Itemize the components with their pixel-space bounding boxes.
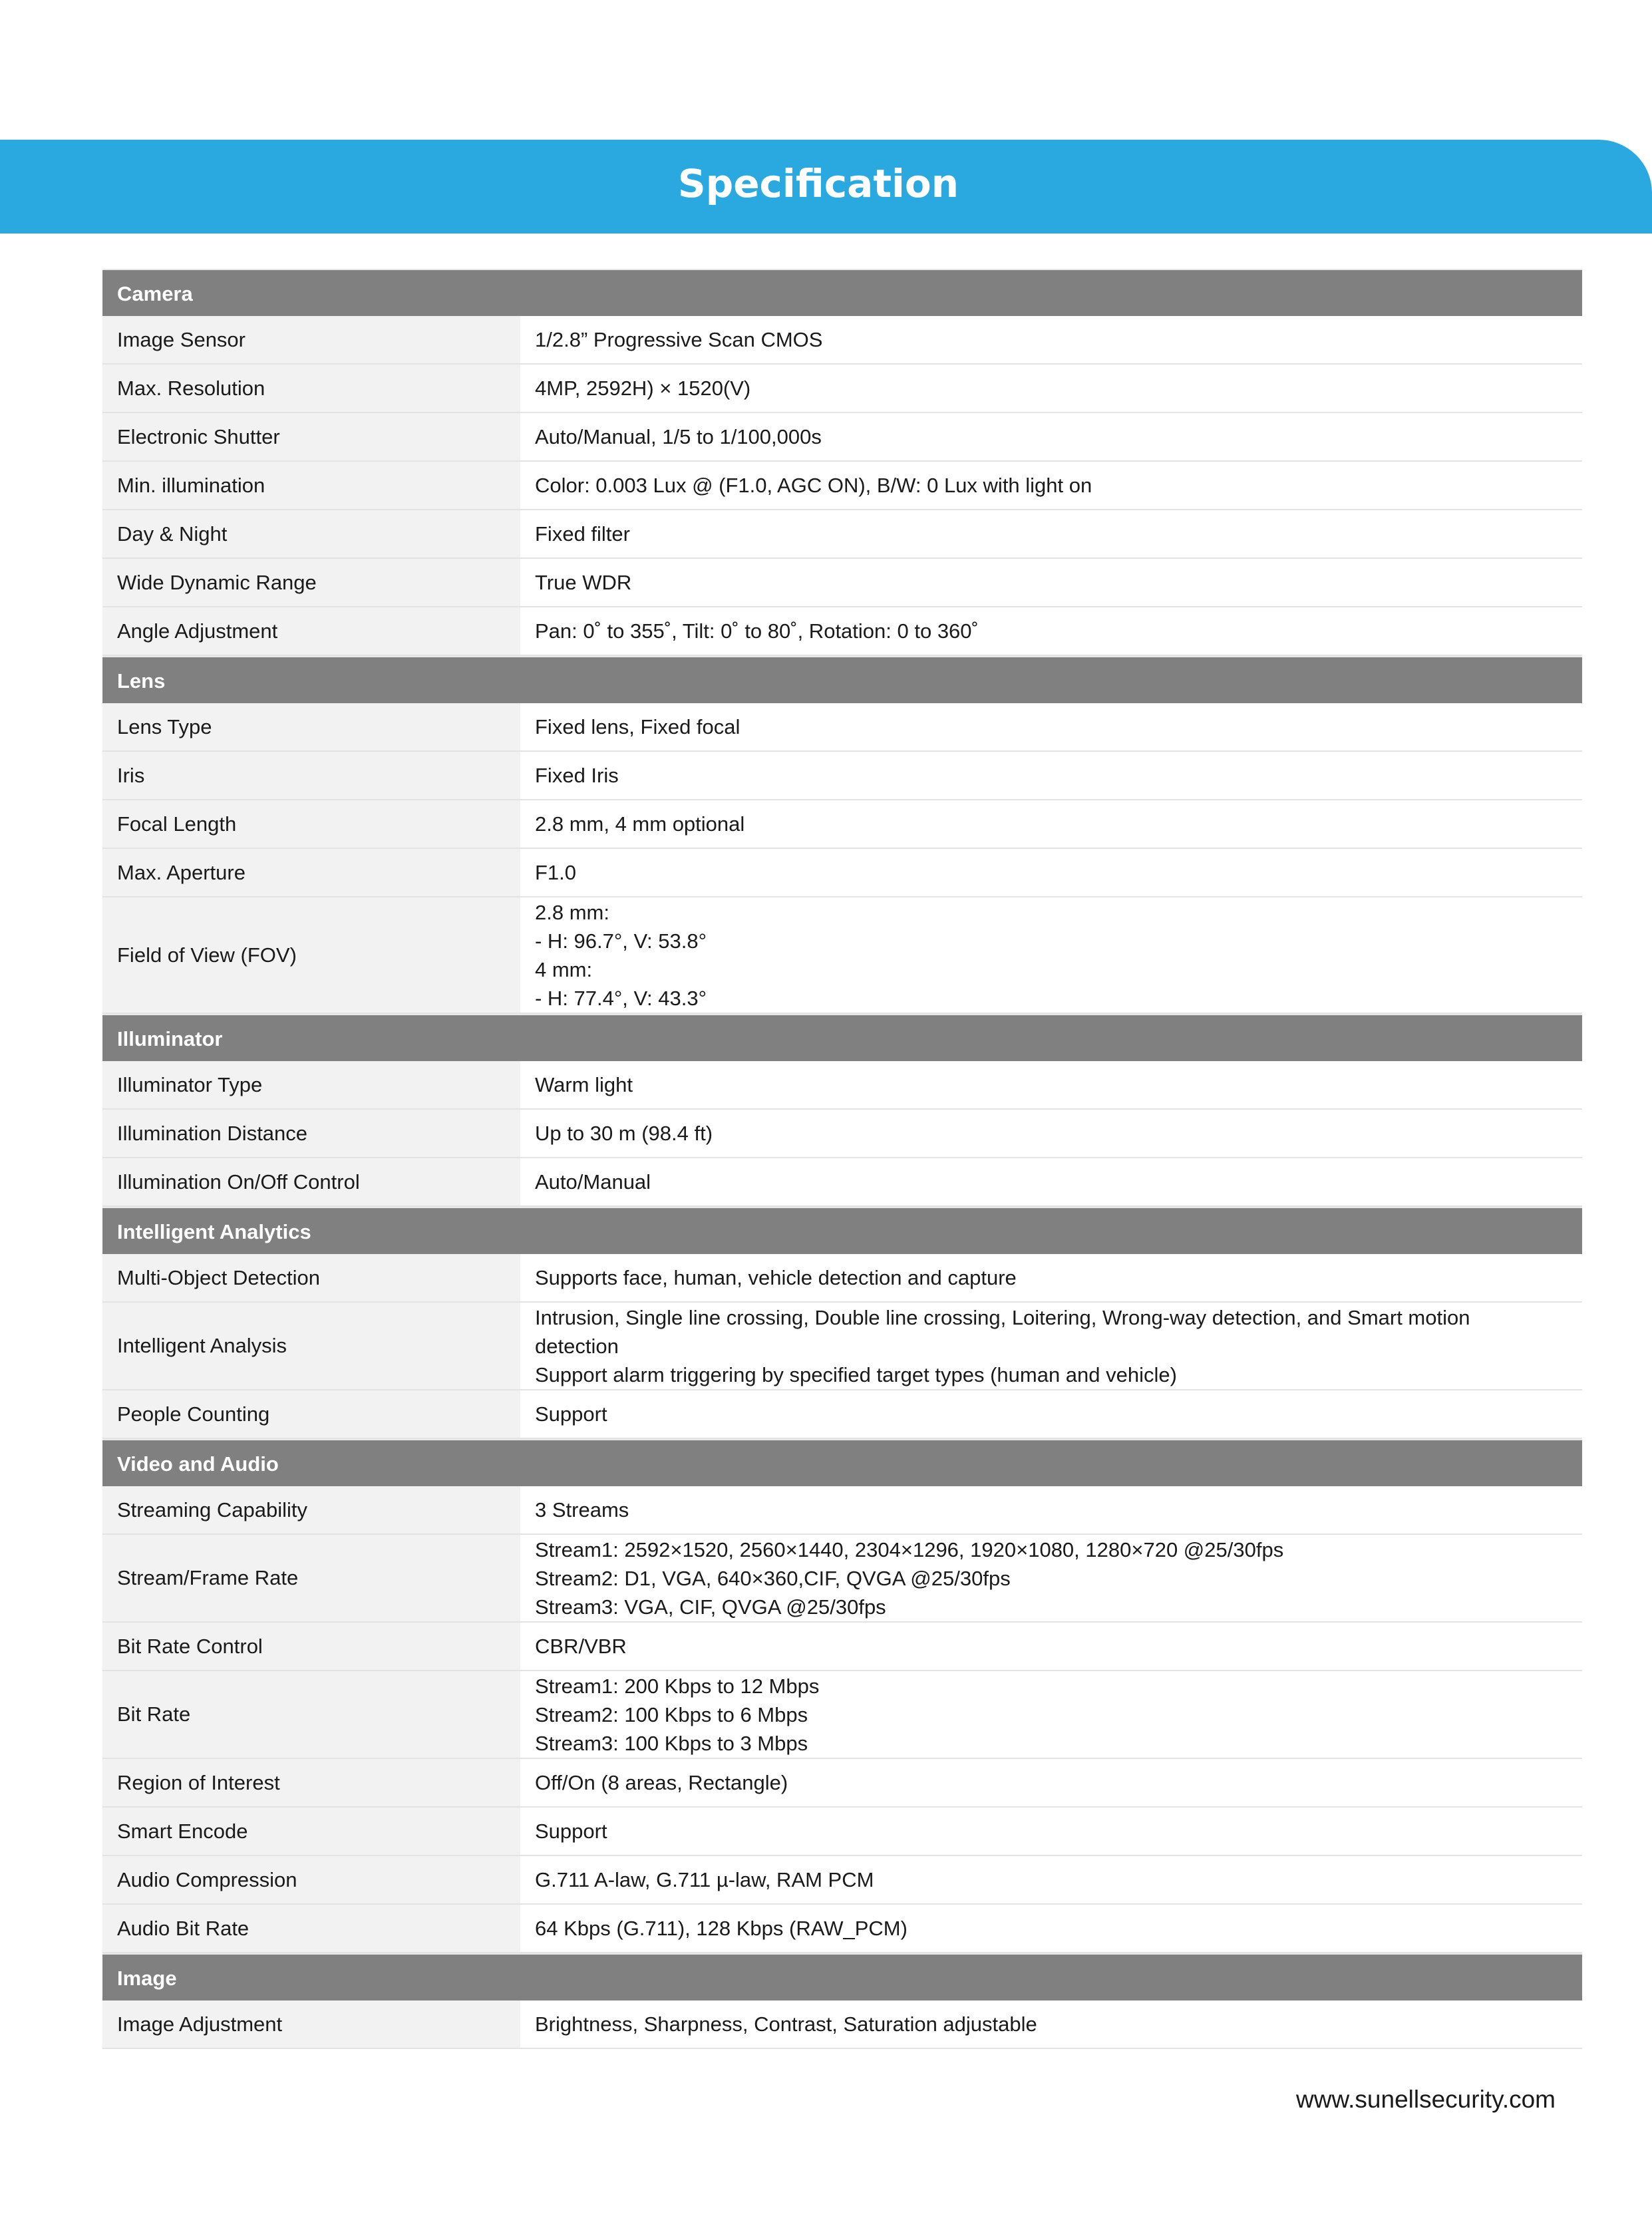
spec-label: Stream/Frame Rate <box>102 1535 520 1621</box>
spec-value <box>520 510 1582 558</box>
spec-value-line: G.711 A-law, G.711 µ-law, RAM PCM <box>535 1868 874 1891</box>
spec-label: Field of View (FOV) <box>102 897 520 1013</box>
spec-label: Iris <box>102 752 520 799</box>
spec-label: Bit Rate Control <box>102 1623 520 1670</box>
table-row <box>102 849 1582 897</box>
spec-value <box>520 1158 1582 1205</box>
table-row <box>102 2000 1582 2049</box>
table-row <box>102 1486 1582 1535</box>
spec-table <box>102 269 1582 2049</box>
spec-label: Wide Dynamic Range <box>102 559 520 606</box>
spec-value-line: - H: 77.4°, V: 43.3° <box>535 986 707 1010</box>
spec-value-line: Up to 30 m (98.4 ft) <box>535 1122 713 1145</box>
spec-value-line: Off/On (8 areas, Rectangle) <box>535 1771 788 1794</box>
spec-value <box>520 1486 1582 1533</box>
table-row <box>102 607 1582 656</box>
spec-value <box>520 462 1582 509</box>
spec-label: Multi-Object Detection <box>102 1254 520 1301</box>
spec-value-line: Stream2: 100 Kbps to 6 Mbps <box>535 1702 808 1726</box>
spec-value-line: Stream3: 100 Kbps to 3 Mbps <box>535 1731 808 1755</box>
spec-label: Max. Resolution <box>102 365 520 412</box>
spec-value <box>520 849 1582 896</box>
spec-label: Intelligent Analysis <box>102 1303 520 1389</box>
spec-label: Lens Type <box>102 703 520 750</box>
table-row <box>102 316 1582 365</box>
spec-value <box>520 800 1582 848</box>
table-row <box>102 897 1582 1014</box>
spec-label: Image Sensor <box>102 316 520 363</box>
spec-value-line: 2.8 mm, 4 mm optional <box>535 812 745 836</box>
spec-value-line: Pan: 0˚ to 355˚, Tilt: 0˚ to 80˚, Rotation: 0 to 360˚ <box>535 619 979 643</box>
spec-value-line: F1.0 <box>535 861 577 884</box>
table-row <box>102 1390 1582 1439</box>
spec-value <box>520 752 1582 799</box>
spec-label: Audio Bit Rate <box>102 1905 520 1952</box>
spec-value-line: Auto/Manual <box>535 1170 651 1194</box>
spec-label: Illumination Distance <box>102 1110 520 1157</box>
table-row <box>102 1808 1582 1856</box>
spec-value-line: CBR/VBR <box>535 1635 627 1658</box>
spec-value-line: Stream3: VGA, CIF, QVGA @25/30fps <box>535 1595 886 1619</box>
spec-value <box>520 1808 1582 1855</box>
spec-value <box>520 413 1582 460</box>
table-row <box>102 559 1582 607</box>
spec-value <box>520 897 1582 1013</box>
spec-value <box>520 1671 1582 1758</box>
table-row <box>102 1061 1582 1110</box>
specification-banner <box>0 140 1652 234</box>
spec-label: Smart Encode <box>102 1808 520 1855</box>
spec-value-line: Auto/Manual, 1/5 to 1/100,000s <box>535 425 822 448</box>
spec-label: Angle Adjustment <box>102 607 520 655</box>
spec-value <box>520 1623 1582 1670</box>
spec-value-line: Stream1: 2592×1520, 2560×1440, 2304×1296, 1920×1080, 1280×720 @25/30fps <box>535 1537 1284 1561</box>
spec-value-line: Supports face, human, vehicle detection and capture <box>535 1266 1017 1289</box>
spec-label: Audio Compression <box>102 1856 520 1903</box>
spec-value-line: Intrusion, Single line crossing, Double line crossing, Loitering, Wrong-way detection, and Smart motion <box>535 1305 1470 1329</box>
table-row <box>102 1303 1582 1390</box>
spec-value-line: Stream2: D1, VGA, 640×360,CIF, QVGA @25/30fps <box>535 1566 1011 1590</box>
spec-value <box>520 1856 1582 1903</box>
spec-value <box>520 2000 1582 2048</box>
table-row <box>102 365 1582 413</box>
spec-label: Image Adjustment <box>102 2000 520 2048</box>
section-header: Lens <box>102 656 1582 703</box>
section-header: Image <box>102 1953 1582 2000</box>
spec-label: Max. Aperture <box>102 849 520 896</box>
section-header: Camera <box>102 269 1582 316</box>
spec-value <box>520 1110 1582 1157</box>
spec-value <box>520 1759 1582 1806</box>
spec-label: Electronic Shutter <box>102 413 520 460</box>
footer-website-url[interactable]: www.sunellsecurity.com <box>1296 2086 1556 2113</box>
spec-value <box>520 1254 1582 1301</box>
spec-label: Day & Night <box>102 510 520 558</box>
table-row <box>102 1535 1582 1623</box>
spec-value-line: 4MP, 2592H) × 1520(V) <box>535 377 751 400</box>
table-row <box>102 752 1582 800</box>
table-row <box>102 703 1582 752</box>
table-row <box>102 510 1582 559</box>
spec-value-line: Fixed Iris <box>535 764 619 787</box>
spec-value-line: 64 Kbps (G.711), 128 Kbps (RAW_PCM) <box>535 1917 908 1940</box>
spec-label: People Counting <box>102 1390 520 1438</box>
spec-value <box>520 703 1582 750</box>
spec-value-line: Brightness, Sharpness, Contrast, Saturation adjustable <box>535 2012 1037 2036</box>
spec-value <box>520 1061 1582 1108</box>
section-header: Intelligent Analytics <box>102 1207 1582 1254</box>
spec-label: Streaming Capability <box>102 1486 520 1533</box>
table-row <box>102 800 1582 849</box>
spec-value-line: detection <box>535 1334 619 1358</box>
spec-value-line: Support alarm triggering by specified target types (human and vehicle) <box>535 1362 1177 1386</box>
spec-value-line: Fixed lens, Fixed focal <box>535 715 741 738</box>
table-row <box>102 1110 1582 1158</box>
table-row <box>102 1254 1582 1303</box>
section-header: Illuminator <box>102 1014 1582 1061</box>
table-row <box>102 1856 1582 1905</box>
table-row <box>102 1671 1582 1759</box>
spec-value <box>520 365 1582 412</box>
table-row <box>102 462 1582 510</box>
spec-value <box>520 607 1582 655</box>
table-row <box>102 413 1582 462</box>
spec-value-line: - H: 96.7°, V: 53.8° <box>535 929 707 953</box>
spec-value-line: Support <box>535 1402 607 1426</box>
spec-label: Focal Length <box>102 800 520 848</box>
spec-value-line: Color: 0.003 Lux @ (F1.0, AGC ON), B/W: 0 Lux with light on <box>535 474 1092 497</box>
spec-label: Region of Interest <box>102 1759 520 1806</box>
spec-value <box>520 1905 1582 1952</box>
spec-value <box>520 316 1582 363</box>
spec-value <box>520 1303 1582 1389</box>
spec-value-line: Stream1: 200 Kbps to 12 Mbps <box>535 1674 820 1698</box>
spec-label: Illuminator Type <box>102 1061 520 1108</box>
spec-label: Illumination On/Off Control <box>102 1158 520 1205</box>
spec-value-line: 3 Streams <box>535 1498 629 1521</box>
spec-value-line: Fixed filter <box>535 522 630 546</box>
spec-value-line: 1/2.8” Progressive Scan CMOS <box>535 328 823 351</box>
page-title: Specification <box>677 161 959 206</box>
spec-value-line: 2.8 mm: <box>535 900 609 924</box>
table-row <box>102 1623 1582 1671</box>
section-header: Video and Audio <box>102 1439 1582 1486</box>
spec-value <box>520 1535 1582 1621</box>
spec-value-line: Warm light <box>535 1073 633 1096</box>
spec-label: Min. illumination <box>102 462 520 509</box>
spec-label: Bit Rate <box>102 1671 520 1758</box>
table-row <box>102 1158 1582 1207</box>
spec-value-line: True WDR <box>535 571 632 594</box>
spec-value <box>520 1390 1582 1438</box>
spec-value-line: Support <box>535 1820 607 1843</box>
table-row <box>102 1905 1582 1953</box>
spec-value <box>520 559 1582 606</box>
spec-value-line: 4 mm: <box>535 957 593 981</box>
table-row <box>102 1759 1582 1808</box>
